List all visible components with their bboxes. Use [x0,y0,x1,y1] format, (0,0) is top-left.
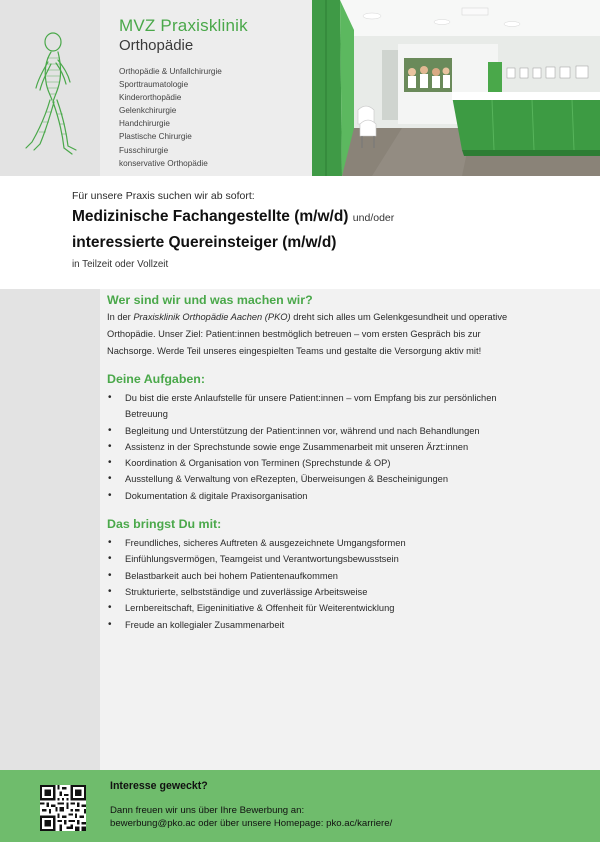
requirement-item: • Freundliches, sicheres Auftreten & ausgezeichnete Umgangsformen [107,535,527,551]
clinic-name-italic: Praxisklinik Orthopädie Aachen (PKO) [133,312,291,322]
footer-line-1: Dann freuen wir uns über Ihre Bewerbung an: [110,805,305,816]
job-title-band [0,176,600,289]
job-intro: Für unsere Praxis suchen wir ab sofort: [72,190,255,202]
tasks-heading: Deine Aufgaben: [107,372,205,386]
requirement-item: • Belastbarkeit auch bei hohem Patientenaufkommen [107,568,527,584]
about-text [107,309,527,360]
task-item: • Ausstellung & Verwaltung von eRezepten, Überweisungen & Bescheinigungen [107,471,527,487]
requirement-item: • Einfühlungsvermögen, Teamgeist und Verantwortungsbewusstsein [107,551,527,567]
requirement-item: • Strukturierte, selbstständige und zuverlässige Arbeitsweise [107,584,527,600]
work-time: in Teilzeit oder Vollzeit [72,259,169,270]
specialty-item: Gelenkchirurgie [119,106,177,116]
about-text-start: In der [107,312,134,322]
footer-text [110,780,392,830]
requirement-item: • Freude an kollegialer Zusammenarbeit [107,617,527,633]
specialty-item: Plastische Chirurgie [119,132,192,142]
main-content [107,293,527,633]
footer-contact-line[interactable]: bewerbung@pko.ac oder über unsere Homepage: pko.ac/karriere/ [110,818,393,829]
specialty-item: Handchirurgie [119,119,170,129]
task-item: • Assistenz in der Sprechstunde sowie enge Zusammenarbeit mit unseren Ärzt:innen [107,439,527,455]
task-item: • Koordination & Organisation von Terminen (Sprechstunde & OP) [107,455,527,471]
footer [0,770,600,842]
task-item: • Dokumentation & digitale Praxisorganisation [107,488,527,504]
job-title-line1: Medizinische Fachangestellte (m/w/d) [72,208,349,225]
and-or-text: und/oder [352,212,395,224]
brand-subtitle: Orthopädie [119,37,194,54]
specialty-item: Orthopädie & Unfallchirurgie [119,67,222,76]
specialty-item: konservative Orthopädie [119,158,208,168]
task-item: • Begleitung und Unterstützung der Patient:innen vor, während und nach Behandlungen [107,423,527,439]
job-title-secondary: interessierte Quereinsteiger (m/w/d) [72,234,337,251]
walking-figure-logo [20,30,80,166]
tasks-list [107,390,527,504]
requirement-item: • Lernbereitschaft, Eigeninitiative & Offenheit für Weiterentwicklung [107,600,527,616]
requirements-heading: Das bringst Du mit: [107,517,222,532]
specialties-list [119,65,248,170]
specialty-item: Fusschirurgie [119,145,169,155]
footer-heading: Interesse geweckt? [110,780,208,792]
reception-photo [312,0,600,176]
specialty-item: Kinderorthopädie [119,93,182,103]
about-heading: Wer sind wir und was machen wir? [107,293,313,307]
requirements-list [107,535,527,633]
about-text-end: dreht sich alles um Gelenkgesundheit und operative Orthopädie. Unser Ziel: Patient:innen bestmöglich betreuen – vom ersten Gespräch bis zur Nachsorge. Werde Teil unseres eingespielten Teams und gestalte die Versorgung aktiv mit! [107,312,508,356]
task-item: • Du bist die erste Anlaufstelle für unsere Patient:innen – vom Empfang bis zur persönlichen Betreuung [107,390,527,423]
specialty-item: Sporttraumatologie [119,80,189,90]
brand-block [119,16,248,170]
job-title-primary [72,208,394,226]
qr-code-icon[interactable] [40,785,86,831]
brand-name: MVZ Praxisklinik [119,16,248,35]
